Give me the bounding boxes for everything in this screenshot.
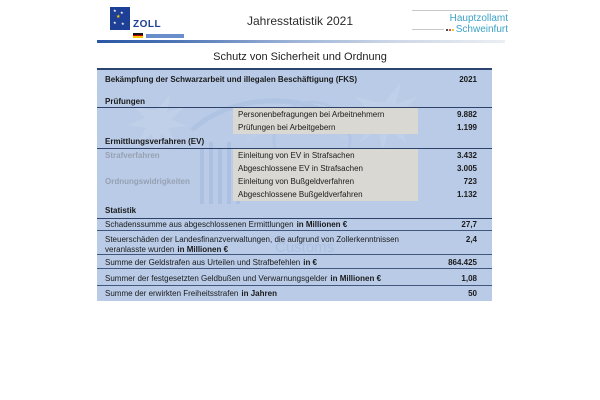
table-row bbox=[97, 188, 492, 201]
row-value: 1.132 bbox=[456, 190, 477, 199]
office-divider-line2 bbox=[412, 29, 444, 30]
row-label: Abgeschlossene EV in Strafsachen bbox=[233, 162, 418, 175]
fks-statistics-table bbox=[97, 68, 492, 301]
row-label: Prüfungen bei Arbeitgebern bbox=[233, 121, 418, 134]
row-label: Summe der erwirkten Freiheitsstrafen in Jahren bbox=[105, 289, 277, 298]
row-unit: in Millionen € bbox=[330, 274, 382, 283]
row-value: 50 bbox=[468, 289, 477, 298]
zoll-logo-text: ZOLL bbox=[133, 19, 162, 30]
flag-dots-icon bbox=[446, 29, 454, 31]
row-label: Steuerschäden der Landesfinanzverwaltungen, die aufgrund von Zollerkenntnissen veranlasste wurden in Millionen € bbox=[105, 235, 399, 254]
row-value: 2,4 bbox=[465, 235, 477, 244]
row-side-label bbox=[97, 188, 233, 201]
row-unit: in Millionen € bbox=[177, 245, 229, 254]
row-value: 3.005 bbox=[456, 164, 477, 173]
office-name-line2: Schweinfurt bbox=[455, 24, 508, 35]
row-label: Summer der festgesetzten Geldbußen und Verwarnungsgelder in Millionen € bbox=[105, 274, 382, 283]
eu-stars-icon: ★ ★ ★ ★ ★ bbox=[110, 7, 130, 30]
row-value: 27,7 bbox=[461, 220, 477, 229]
row-label: Abgeschlossene Bußgeldverfahren bbox=[233, 188, 418, 201]
row-unit: in Jahren bbox=[241, 289, 277, 298]
table-row bbox=[97, 254, 492, 268]
row-unit: in Millionen € bbox=[296, 220, 348, 229]
table-title: Bekämpfung der Schwarzarbeit und illegalen Beschäftigung (FKS) bbox=[105, 75, 358, 84]
svg-text:Customs: Customs bbox=[275, 239, 335, 256]
row-label: Schadenssumme aus abgeschlossenen Ermittlungen in Millionen € bbox=[105, 220, 348, 229]
row-label: Einleitung von EV in Strafsachen bbox=[233, 149, 418, 162]
row-value: 1,08 bbox=[461, 274, 477, 283]
row-value: 864.425 bbox=[448, 258, 477, 267]
table-row bbox=[97, 149, 492, 162]
table-row bbox=[97, 230, 492, 254]
table-row bbox=[97, 268, 492, 285]
row-value: 9.882 bbox=[456, 110, 477, 119]
document-title: Jahresstatistik 2021 bbox=[246, 14, 354, 28]
table-header-row bbox=[97, 70, 492, 92]
row-side-label: Ordnungswidrigkeiten bbox=[105, 177, 190, 186]
office-name-line1: Hauptzollamt bbox=[449, 13, 508, 24]
table-row bbox=[97, 285, 492, 299]
row-value: 723 bbox=[463, 177, 477, 186]
page-title: Schutz von Sicherheit und Ordnung bbox=[213, 51, 387, 63]
german-flag-icon bbox=[133, 33, 143, 38]
office-block bbox=[412, 10, 508, 35]
row-value: 3.432 bbox=[456, 151, 477, 160]
table-row bbox=[97, 162, 492, 175]
row-side-label bbox=[97, 121, 233, 134]
row-value: 1.199 bbox=[456, 123, 477, 132]
office-divider-line bbox=[412, 10, 508, 11]
row-unit: in € bbox=[303, 258, 317, 267]
table-row bbox=[97, 219, 492, 230]
row-side-label: Strafverfahren bbox=[105, 151, 160, 160]
table-row bbox=[97, 175, 492, 188]
row-label: Einleitung von Bußgeldverfahren bbox=[233, 175, 418, 188]
zoll-logo-bar bbox=[146, 34, 184, 38]
row-label: Summe der Geldstrafen aus Urteilen und Strafbefehlen in € bbox=[105, 258, 317, 267]
section-statistik: Statistik bbox=[97, 201, 492, 219]
table-row bbox=[97, 121, 492, 134]
row-side-label bbox=[97, 108, 233, 121]
row-label: Personenbefragungen bei Arbeitnehmern bbox=[233, 108, 418, 121]
header-gradient-rule bbox=[97, 40, 505, 43]
table-row bbox=[97, 108, 492, 121]
row-side-label bbox=[97, 162, 233, 175]
section-ermittlungsverfahren: Ermittlungsverfahren (EV) bbox=[97, 134, 492, 149]
table-year: 2021 bbox=[459, 75, 477, 84]
section-pruefungen: Prüfungen bbox=[97, 92, 492, 108]
